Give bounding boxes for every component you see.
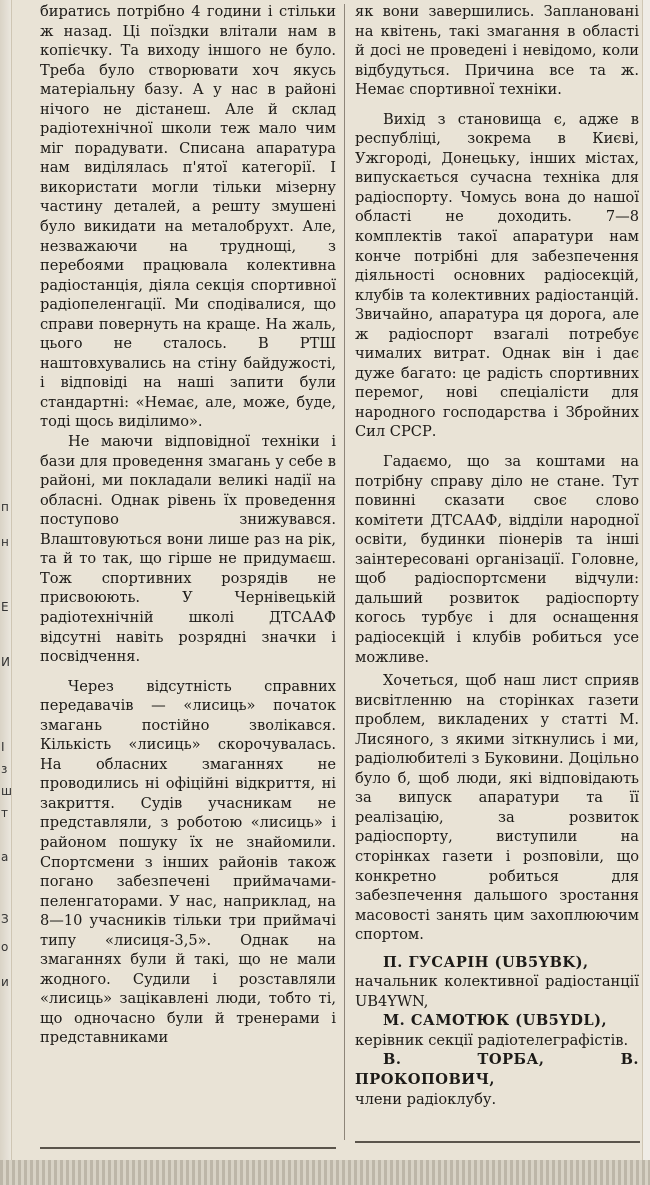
margin-mark: п <box>1 500 9 514</box>
scan-bottom-edge <box>0 1160 650 1185</box>
right-column <box>355 2 639 1109</box>
margin-mark: з <box>1 762 8 776</box>
paragraph: Вихід з становища є, адже в республіці, зокрема в Києві, Ужгороді, Донецьку, інших містах, випускається сучасна техніка для радіоспорту. Чомусь вона до нашої області не доходить. 7—8 комплектів такої апаратури нам конче потрібні для забезпечення діяльності основних радіосекцій, клубів та колективних радіостанцій. Звичайно, апаратура ця дорога, але ж радіоспорт взагалі потребує чималих витрат. Однак він і дає дуже багато: це радість спортивних перемог, нові спеціалісти для народного господарства і Збройних Сил СРСР. <box>355 110 639 441</box>
margin-mark: т <box>1 806 8 820</box>
signature-role: члени радіоклубу. <box>355 1090 497 1108</box>
bottom-rule <box>355 1141 640 1143</box>
signature-name: П. ГУСАРІН (UB5YBK), <box>383 953 589 971</box>
margin-mark: З <box>1 912 9 926</box>
bottom-rule <box>40 1147 336 1149</box>
paragraph: Гадаємо, що за коштами на потрібну справу діло не стане. Тут повинні сказати своє слово комітети ДТСААФ, відділи народної освіти, будинки піонерів та інші заінтересовані організації. Головне, щоб радіоспортсмени відчули: дальший розвиток радіоспорту когось турбує і для оснащення радіосекцій і клубів робиться усе можливе. <box>355 453 639 666</box>
margin-mark: и <box>1 975 9 989</box>
column-divider <box>344 4 345 1140</box>
margin-mark: И <box>1 655 10 669</box>
left-page-edge <box>0 0 12 1185</box>
left-column <box>40 2 336 1048</box>
margin-mark: н <box>1 535 9 549</box>
signatures <box>355 953 639 1109</box>
signature-role: начальник колективної радіостанції UB4YWN, <box>355 973 639 1010</box>
margin-mark: Е <box>1 600 9 614</box>
paragraph: Через відсутність справних передавачів — «лисиць» початок змагань постійно зволікався. Кількість «лисиць» скорочувалась. На обласних змаганнях не проводились ні офіційні відкриття, ні закриття. Судів учасникам не представляли, з роботою «лисиць» і районом пошуку їх не знайомили. Спортсмени з інших районів також погано забезпечені приймачами-пеленгаторами. У нас, наприклад, на 8—10 учасників тільки три приймачі типу «лисиця-3,5». Однак на змаганнях були й такі, що не мали жодного. Судили і розставляли «лисиць» зацікавлені люди, тобто ті, що одночасно були й тренерами і представниками <box>40 677 336 1047</box>
margin-mark: о <box>1 940 9 954</box>
signature-name: В. ТОРБА, В. ПРОКОПОВИЧ, <box>355 1051 639 1088</box>
signature-name: М. САМОТЮК (UB5YDL), <box>383 1012 608 1030</box>
paragraph: як вони завершились. Заплановані на квітень, такі змагання в області й досі не проведені і невідомо, коли відбудуться. Причина все та ж. Немає спортивної техніки. <box>355 3 639 99</box>
margin-mark: ш <box>1 784 12 798</box>
paragraph: Хочеться, щоб наш лист сприяв висвітленню на сторінках газети проблем, викладених у статті М. Лисяного, з якими зіткнулись і ми, радіолюбителі з Буковини. Доцільно було б, щоб люди, які відповідають за випуск апаратури та її реалізацію, за розвиток радіоспорту, виступили на сторінках газети і розповіли, що конкретно робиться для забезпечення дальшого зростання масовості занять цим захоплюючим спортом. <box>355 672 639 944</box>
paragraph: биратись потрібно 4 години і стільки ж назад. Ці поїздки влітали нам в копієчку. Та виходу іншого не було. Треба було створювати хоч якусь матеріальну базу. А у нас в районі нічого не дістанеш. Але й склад радіотехнічної школи теж мало чим міг порадувати. Списана апаратура нам виділялась п'ятої категорії. І використати могли тільки мізерну частину деталей, а решту змушені було викидати на металобрухт. Але, незважаючи на труднощі, з перебоями працювала колективна радіостанція, діяла секція спортивної радіопеленгації. Ми сподівалися, що справи повернуть на краще. На жаль, цього не сталось. В РТШ наштовхувались на стіну байдужості, і відповіді на наші запити були стандартні: «Немає, але, може, буде, тоді щось виділимо». <box>40 3 336 431</box>
margin-mark: а <box>1 850 9 864</box>
paragraph: Не маючи відповідної техніки і бази для проведення змагань у себе в районі, ми покладали великі надії на обласні. Однак рівень їх проведення поступово знижувався. Влаштовуються вони лише раз на рік, та й то так, що гірше не придумаєш. Тож спортивних розрядів не присвоюють. У Чернівецькій радіотехнічній школі ДТСААФ відсутні навіть розрядні значки і посвідчення. <box>40 433 336 666</box>
margin-mark: І <box>1 740 5 754</box>
signature-role: керівник секції радіотелеграфістів. <box>355 1031 629 1049</box>
